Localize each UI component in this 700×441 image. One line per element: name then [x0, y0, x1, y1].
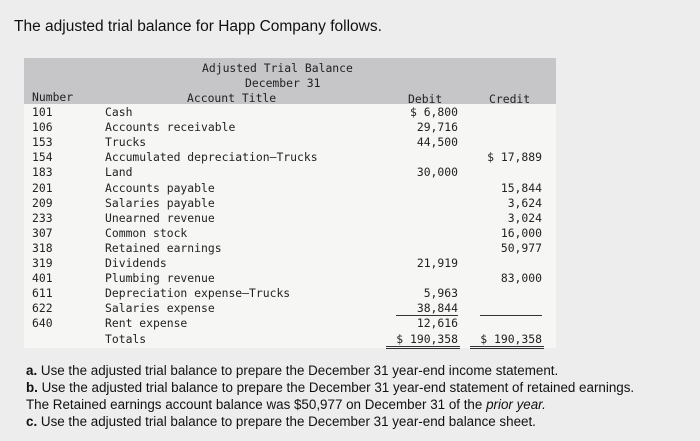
account-number: 201 — [32, 180, 53, 195]
account-number: 622 — [32, 301, 53, 316]
account-number: 233 — [32, 210, 53, 225]
credit-subtotal-rule — [480, 315, 542, 316]
debit-amount: 30,000 — [416, 165, 458, 180]
debit-total-double-rule — [386, 346, 460, 349]
header-debit: Debit — [408, 92, 443, 106]
account-title: Salaries payable — [105, 195, 215, 210]
instructions — [26, 362, 696, 430]
credit-amount: 16,000 — [500, 225, 542, 240]
account-title: Accounts receivable — [105, 120, 236, 135]
credit-amount: 3,624 — [507, 195, 542, 210]
account-number: 153 — [32, 135, 53, 150]
debit-amount: 5,963 — [423, 286, 458, 301]
instruction-b-note — [26, 396, 696, 413]
account-title: Cash — [105, 105, 133, 119]
account-number: 611 — [32, 286, 53, 301]
table-row — [24, 226, 556, 241]
instruction-b-note-emphasis: prior year. — [486, 397, 546, 412]
instruction-c — [26, 413, 696, 430]
debit-amount: 29,716 — [416, 120, 458, 135]
table-row — [24, 105, 556, 120]
account-number: 319 — [32, 256, 53, 270]
table-row — [24, 150, 556, 165]
table-row — [24, 211, 556, 226]
account-number: 154 — [32, 150, 53, 165]
account-number: 101 — [32, 105, 53, 119]
credit-amount: $ 17,889 — [487, 150, 542, 165]
credit-amount: 15,844 — [500, 180, 542, 195]
account-number: 209 — [32, 195, 53, 210]
table-row — [24, 256, 556, 271]
total-debit: $ 190,358 — [396, 332, 458, 346]
credit-amount: 83,000 — [500, 271, 542, 286]
account-title: Dividends — [105, 256, 167, 270]
totals-row — [24, 332, 556, 347]
table-row — [24, 196, 556, 211]
header-account-title: Account Title — [187, 91, 277, 105]
trial-balance-table — [24, 58, 556, 348]
instruction-a-text: Use the adjusted trial balance to prepare the December 31 year-end income statement. — [37, 363, 559, 378]
instruction-a-label: a. — [26, 363, 38, 378]
account-number: 183 — [32, 165, 53, 180]
account-title: Retained earnings — [105, 240, 222, 255]
table-row — [24, 135, 556, 150]
debit-amount: 38,844 — [416, 301, 458, 316]
credit-total-double-rule — [470, 346, 544, 349]
account-number: 318 — [32, 240, 53, 255]
debit-subtotal-rule — [396, 315, 458, 316]
table-row — [24, 165, 556, 180]
header-number: Number — [32, 90, 74, 104]
account-title: Trucks — [105, 135, 147, 150]
credit-amount: 3,024 — [507, 210, 542, 225]
account-number: 401 — [32, 271, 53, 286]
table-row — [24, 271, 556, 286]
table-row — [24, 120, 556, 135]
account-title: Salaries expense — [105, 301, 215, 316]
table-row — [24, 286, 556, 301]
account-title: Unearned revenue — [105, 210, 215, 225]
debit-amount: 44,500 — [416, 135, 458, 150]
instruction-b-note-text: The Retained earnings account balance was $50,977 on December 31 of the — [26, 397, 487, 412]
header-credit: Credit — [489, 92, 531, 106]
table-row — [24, 181, 556, 196]
instruction-a — [26, 362, 696, 379]
account-title: Plumbing revenue — [105, 271, 215, 286]
table-row — [24, 301, 556, 316]
account-title: Accumulated depreciation—Trucks — [105, 150, 318, 165]
account-title: Depreciation expense—Trucks — [105, 286, 291, 301]
account-title: Rent expense — [105, 316, 188, 331]
instruction-b-text: Use the adjusted trial balance to prepare the December 31 year-end statement of retained earnings. — [37, 380, 635, 395]
table-date: December 31 — [245, 76, 321, 90]
account-title: Accounts payable — [105, 180, 215, 195]
intro-text: The adjusted trial balance for Happ Company follows. — [14, 18, 382, 35]
account-number: 640 — [32, 316, 53, 331]
instruction-b-label: b. — [26, 380, 38, 395]
debit-amount: 12,616 — [416, 316, 458, 331]
total-credit: $ 190,358 — [480, 332, 542, 346]
totals-label: Totals — [105, 332, 147, 346]
debit-amount: 21,919 — [416, 256, 458, 270]
credit-amount: 50,977 — [500, 240, 542, 255]
account-title: Land — [105, 165, 133, 180]
table-row — [24, 316, 556, 331]
instruction-c-label: c. — [26, 414, 38, 429]
instruction-b — [26, 379, 696, 396]
table-row — [24, 241, 556, 256]
table-header — [24, 58, 556, 104]
debit-amount: $ 6,800 — [409, 105, 458, 119]
table-title: Adjusted Trial Balance — [202, 61, 353, 75]
instruction-c-text: Use the adjusted trial balance to prepare the December 31 year-end balance sheet. — [37, 414, 536, 429]
account-number: 307 — [32, 225, 53, 240]
account-title: Common stock — [105, 225, 188, 240]
account-number: 106 — [32, 120, 53, 135]
